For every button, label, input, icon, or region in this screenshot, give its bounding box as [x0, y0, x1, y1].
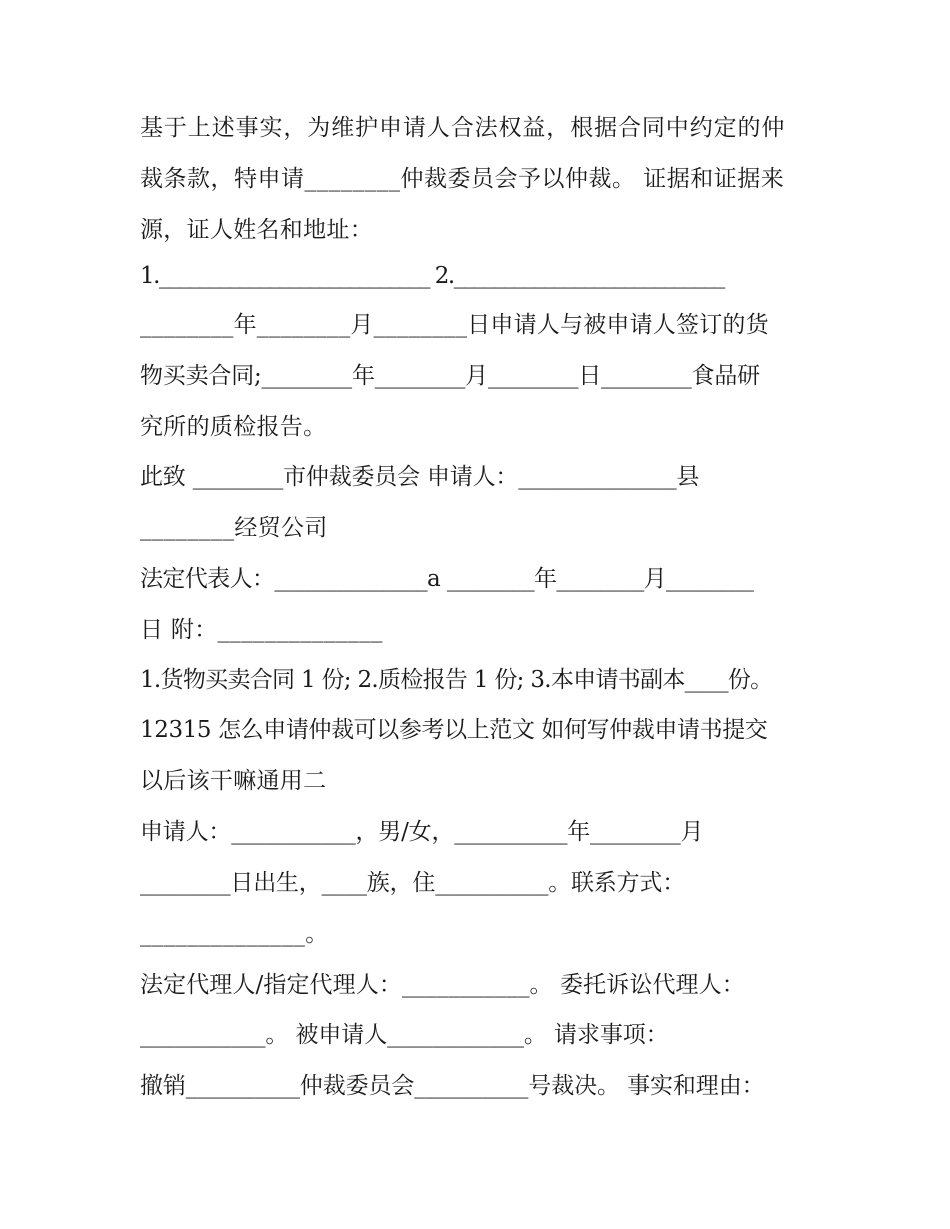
text-line: 以后该干嘛通用二: [140, 768, 327, 794]
text-line: 撤销__________仲裁委员会__________号裁决。 事实和理由：: [140, 1073, 765, 1099]
text-line: 1.___________________________ 2.___________________________: [140, 263, 724, 289]
text-line: 基于上述事实，为维护申请人合法权益，根据合同中约定的仲: [140, 115, 786, 141]
text-line: 物买卖合同;________年________月________日________食品研: [140, 363, 760, 389]
text-line: 裁条款，特申请________仲裁委员会予以仲裁。 证据和证据来: [140, 166, 785, 192]
text-line: 法定代表人：______________a ________年________月________: [140, 566, 754, 592]
text-line: 究所的质检报告。: [140, 414, 327, 440]
text-line: 1.货物买卖合同 1 份; 2.质检报告 1 份; 3.本申请书副本____份。: [140, 667, 773, 693]
text-line: ________日出生，____族，住__________。联系方式：: [140, 870, 686, 896]
text-line: ___________。 被申请人____________。 请求事项：: [140, 1022, 669, 1048]
text-line: 法定代理人/指定代理人：___________。 委托诉讼代理人：: [140, 972, 745, 998]
text-line: 12315 怎么申请仲裁可以参考以上范文 如何写仲裁申请书提交: [140, 717, 768, 743]
text-line: ______________。: [140, 921, 329, 947]
text-line: 此致 ________市仲裁委员会 申请人：______________县: [140, 464, 700, 490]
text-line: ________经贸公司: [140, 515, 328, 541]
text-line: 申请人：___________，男/女，__________年________月: [140, 819, 704, 845]
text-line: 源，证人姓名和地址：: [140, 217, 373, 243]
text-line: 日 附：______________: [140, 617, 383, 643]
text-line: ________年________月________日申请人与被申请人签订的货: [140, 312, 769, 338]
